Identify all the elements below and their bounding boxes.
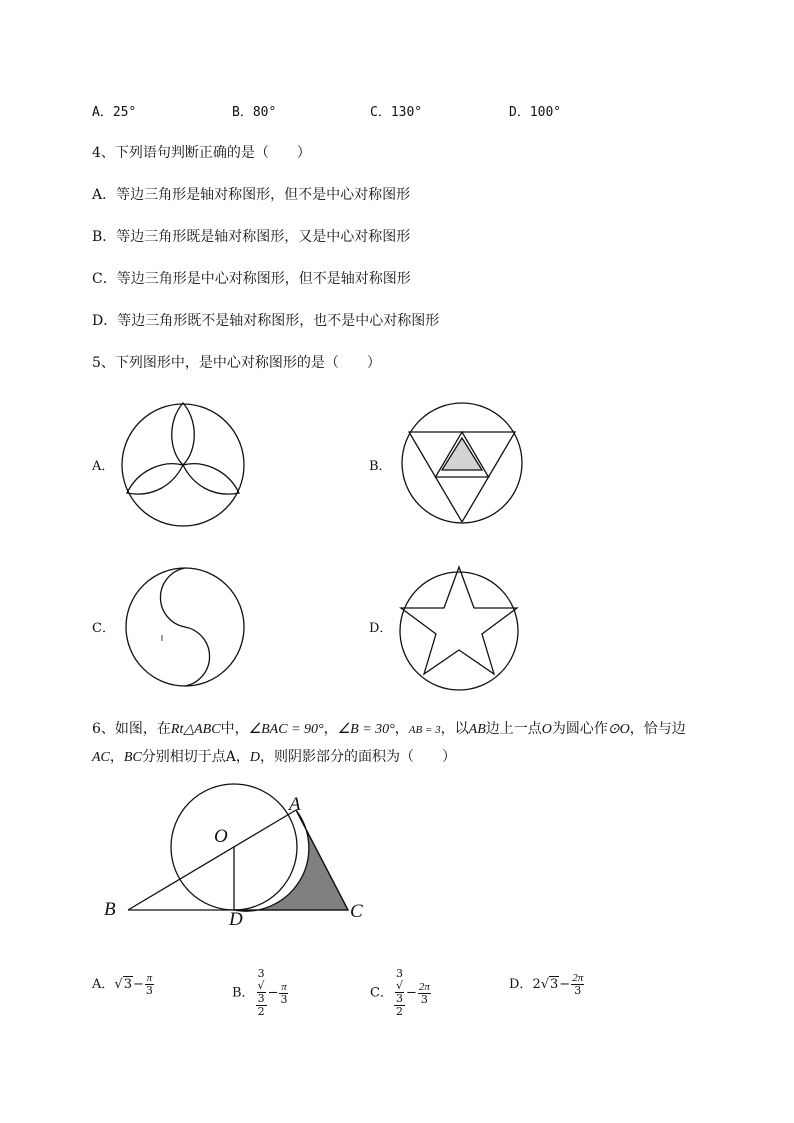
- q4-option-d: D．等边三角形既不是轴对称图形，也不是中心对称图形: [92, 313, 440, 329]
- q6-stem-line2: AC，BC分别相切于点A，D，则阴影部分的面积为（ ）: [92, 749, 457, 765]
- figure-a-lens-right: [183, 464, 239, 494]
- q5-figure-a: [118, 400, 248, 530]
- q6-segment-ba: [128, 810, 296, 910]
- q6-option-a: A．√3− $\frac{\pi}{3}$: [92, 972, 153, 997]
- q5-figure-c: [122, 563, 252, 693]
- q4-option-c: C．等边三角形是中心对称图形，但不是轴对称图形: [92, 271, 411, 287]
- figure-d-star: [401, 567, 517, 674]
- q3-option-d: D．100°: [509, 105, 562, 120]
- q5-label-a: A．: [92, 459, 115, 474]
- q5-label-c: C．: [92, 621, 115, 636]
- figure-c-s-curve: [160, 568, 209, 686]
- q3-option-c: C．130°: [370, 105, 423, 120]
- q5-figure-b: [397, 400, 527, 530]
- q6-label-a: A: [289, 794, 301, 815]
- q6-option-b: B． 3 √ 3 2 − $\frac{\pi}{3}$: [232, 967, 288, 1018]
- q3-option-b: B．80°: [232, 105, 277, 120]
- q6-label-o: O: [214, 826, 228, 847]
- q6-shaded-region: [234, 810, 348, 911]
- q6-label-d: D: [229, 909, 243, 930]
- q6-option-d: D．2√3− $\frac{2\pi}{3}$: [509, 972, 584, 997]
- q6-label-b: B: [104, 899, 116, 920]
- q6-stem-line1: 6、如图，在Rt△ABC中，∠BAC = 90°，∠B = 30°，AB = 3，以AB边上一点O为圆心作⊙O，恰与边: [92, 721, 686, 737]
- q3-option-a: A．25°: [92, 105, 137, 120]
- q5-stem: 5、下列图形中，是中心对称图形的是（ ）: [92, 355, 381, 371]
- q4-option-b: B．等边三角形既是轴对称图形，又是中心对称图形: [92, 229, 411, 245]
- q5-label-d: D．: [369, 621, 393, 636]
- q5-figure-d: [396, 561, 526, 691]
- q6-option-c: C． 3 √ 3 2 − $\frac{2\pi}{3}$: [370, 967, 430, 1018]
- q4-stem: 4、下列语句判断正确的是（ ）: [92, 145, 311, 161]
- q6-label-c: C: [350, 901, 363, 922]
- q4-option-a: A．等边三角形是轴对称图形，但不是中心对称图形: [92, 187, 411, 203]
- q5-label-b: B．: [369, 459, 392, 474]
- figure-a-lens-top: [172, 403, 195, 465]
- figure-b-shaded-triangle: [442, 438, 482, 470]
- figure-a-lens-left: [127, 464, 183, 494]
- figure-d-outer-circle: [400, 572, 518, 690]
